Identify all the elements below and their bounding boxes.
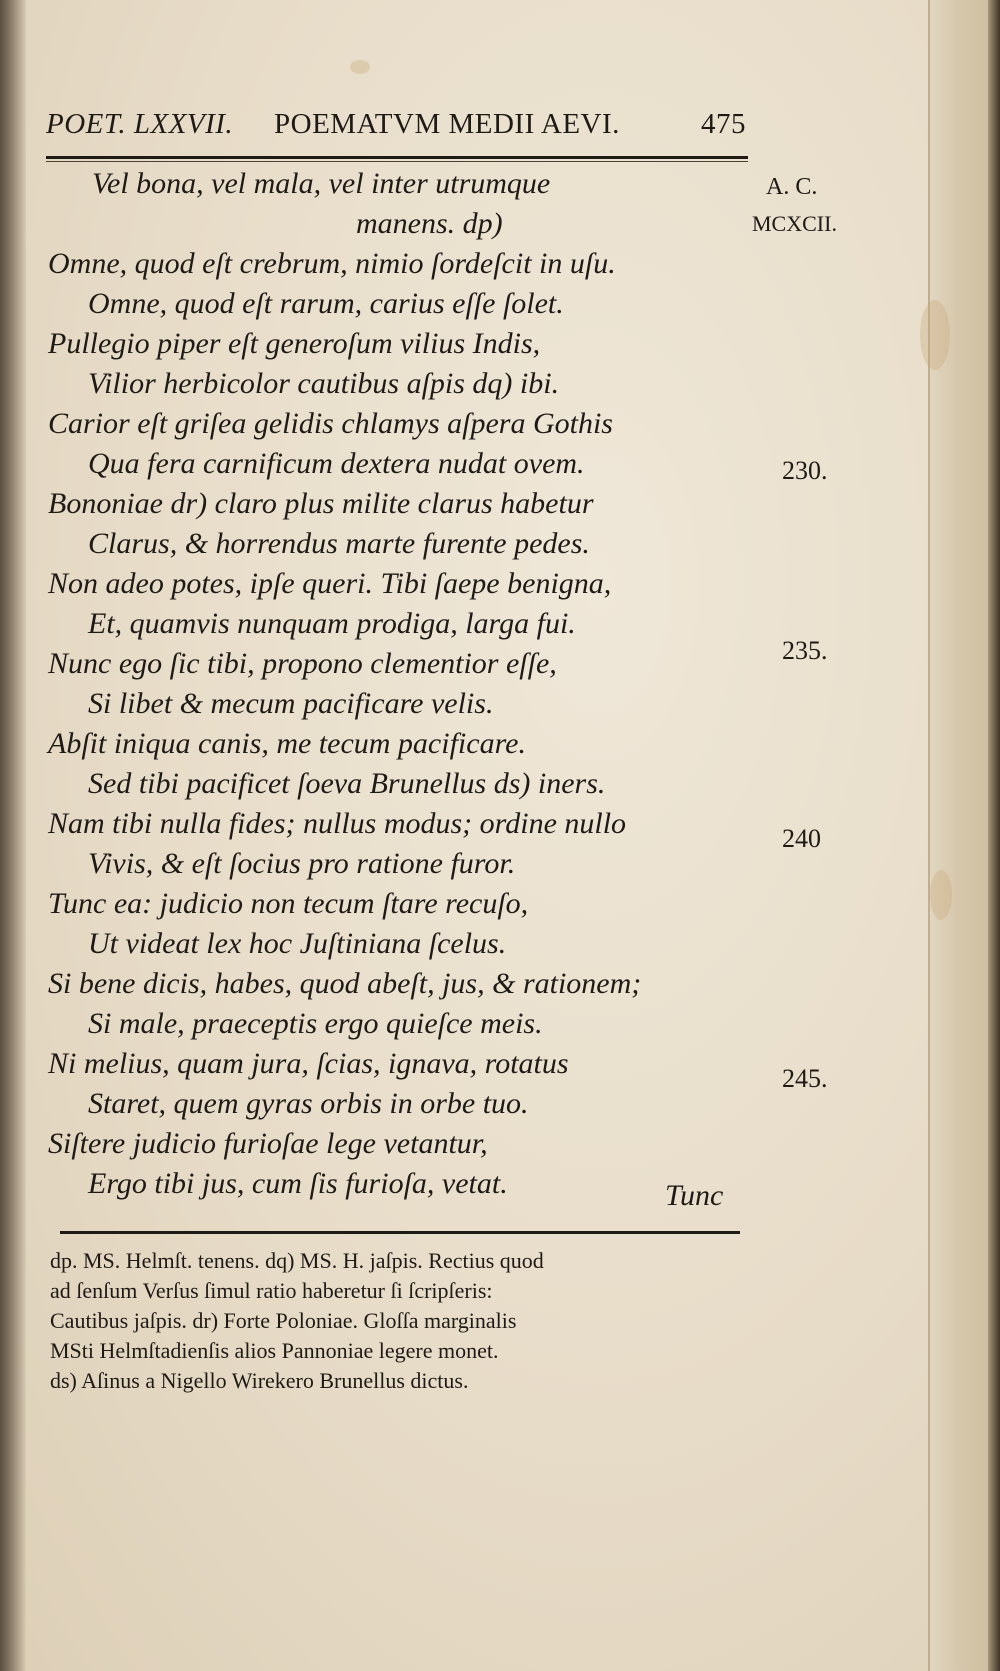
verse-line: Sed tibi pacificet ſoeva Brunellus ds) iners. <box>88 767 606 800</box>
verse-line: Ergo tibi jus, cum ſis furioſa, vetat. <box>88 1167 508 1200</box>
verse-line: Abſit iniqua canis, me tecum pacificare. <box>48 727 526 760</box>
page-edge-shadow <box>988 0 1000 1671</box>
page-number: 475 <box>701 108 746 140</box>
verse-line: Si male, praeceptis ergo quieſce meis. <box>88 1007 543 1040</box>
verse-line: Qua fera carnificum dextera nudat ovem. <box>88 447 585 480</box>
verse-line: Ni melius, quam jura, ſcias, ignava, rotatus <box>48 1047 569 1080</box>
line-number: 245. <box>782 1064 828 1093</box>
verse-line: Nunc ego ſic tibi, propono clementior eſſe, <box>48 647 557 680</box>
verse-line: Omne, quod eſt crebrum, nimio ſordeſcit in uſu. <box>48 247 616 280</box>
verse-line: Et, quamvis nunquam prodiga, larga fui. <box>88 607 576 640</box>
verse-line: Staret, quem gyras orbis in orbe tuo. <box>88 1087 529 1120</box>
verse-line: Vilior herbicolor cautibus aſpis dq) ibi. <box>88 367 560 400</box>
margin-date-ac: A. C. <box>766 174 818 200</box>
running-head-left: POET. LXXVII. <box>46 108 234 140</box>
verse-line: Vivis, & eſt ſocius pro ratione furor. <box>88 847 516 880</box>
verse-line: Non adeo potes, ipſe queri. Tibi ſaepe benigna, <box>48 567 612 600</box>
verse-line: Tunc ea: judicio non tecum ſtare recuſo, <box>48 887 529 920</box>
margin-date-year: MCXCII. <box>752 211 837 236</box>
verse-line: Nam tibi nulla fides; nullus modus; ordine nullo <box>48 807 627 840</box>
footnote-line: dp. MS. Helmſt. tenens. dq) MS. H. jaſpis. Rectius quod <box>50 1248 544 1273</box>
verse-line: Si libet & mecum pacificare velis. <box>88 687 494 720</box>
catchword: Tunc <box>665 1179 724 1212</box>
footnote-line: MSti Helmſtadienſis alios Pannoniae legere monet. <box>50 1338 499 1363</box>
running-head <box>46 108 746 148</box>
paper-stain <box>930 870 952 920</box>
footnote-line: ds) Aſinus a Nigello Wirekero Brunellus dictus. <box>50 1368 469 1393</box>
verse-line: Omne, quod eſt rarum, carius eſſe ſolet. <box>88 287 564 320</box>
verse-line: manens. dp) <box>356 207 503 240</box>
book-gutter <box>0 0 26 1671</box>
paper-stain <box>350 60 370 74</box>
paper-stain <box>920 300 950 370</box>
footnote-rule <box>60 1231 740 1234</box>
footnote-line: ad ſenſum Verſus ſimul ratio haberetur ſi ſcripſeris: <box>50 1278 493 1303</box>
verse-line: Si bene dicis, habes, quod abeſt, jus, & rationem; <box>48 967 642 1000</box>
line-number: 235. <box>782 636 828 665</box>
line-number: 230. <box>782 456 828 485</box>
verse-line: Pullegio piper eſt generoſum vilius Indis, <box>48 327 541 360</box>
header-rule-thin <box>46 161 748 162</box>
running-head-title: POEMATVM MEDII AEVI. <box>274 108 620 140</box>
verse-line: Vel bona, vel mala, vel inter utrumque <box>92 167 551 200</box>
verse-line: Ut videat lex hoc Juſtiniana ſcelus. <box>88 927 507 960</box>
verse-line: Bononiae dr) claro plus milite clarus habetur <box>48 487 594 520</box>
verse-line: Clarus, & horrendus marte furente pedes. <box>88 527 590 560</box>
verse-line: Carior eſt griſea gelidis chlamys aſpera Gothis <box>48 407 613 440</box>
verse-line: Siſtere judicio furioſae lege vetantur, <box>48 1127 488 1160</box>
line-number: 240 <box>782 824 821 853</box>
footnote-line: Cautibus jaſpis. dr) Forte Poloniae. Gloſſa marginalis <box>50 1308 517 1333</box>
header-rule <box>46 156 748 159</box>
